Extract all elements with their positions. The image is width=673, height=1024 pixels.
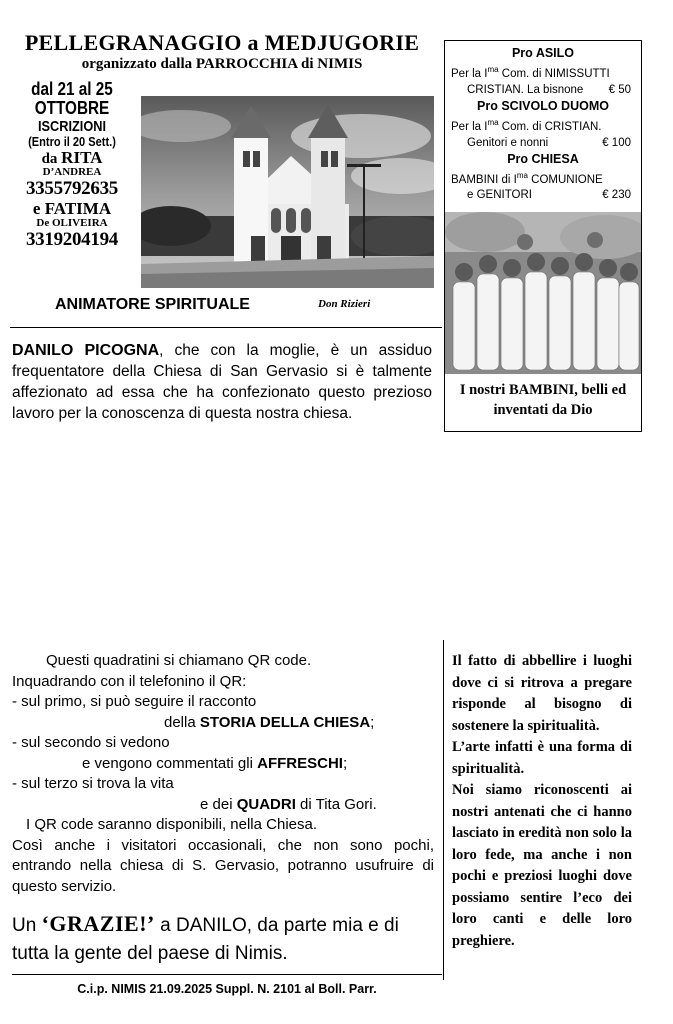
contact1-surname: D’ANDREA (42, 166, 102, 179)
donation-chiesa-line1: BAMBINI di $I^{ma}$ COMUNIONE (451, 170, 603, 186)
contact1-phone: 3355792635 (25, 178, 118, 200)
qr-line: - sul secondo si vedono (12, 734, 170, 751)
reflection-paragraph: Il fatto di abbellire i luoghi dove ci si ritrova a pregare risponde al bisogno di sostenere la spiritualità. (452, 653, 632, 734)
donation-chiesa-line2: e GENITORI € 230 (467, 189, 631, 202)
church-photo (141, 96, 434, 288)
trip-info (10, 80, 134, 251)
donation-scivolo-title: Pro SCIVOLO DUOMO (477, 98, 609, 113)
divider (10, 327, 442, 328)
reflection-text (452, 651, 632, 952)
qr-code-text (12, 651, 434, 897)
danilo-paragraph: DANILO PICOGNA, che con la moglie, è un assiduo frequentatore della Chiesa di San Gervasio si è talmente affezionato ad essa che ha confezionato questo prezioso lavoro per la conoscenza di questa nostra chiesa. (12, 342, 432, 422)
qr-line: della STORIA DELLA CHIESA; (164, 713, 375, 731)
children-caption: I nostri BAMBINI, belli ed inventati da Dio (459, 382, 627, 418)
trip-dates: dal 21 al 25 (31, 79, 113, 99)
column-divider (443, 640, 444, 980)
registration-deadline: (Entro il 20 Sett.) (28, 134, 116, 150)
qr-line: - sul terzo si trova la vita (12, 775, 174, 792)
donation-scivolo-line1: Per la $I^{ma}$ Com. di CRISTIAN. (451, 117, 602, 133)
reflection-paragraph: L’arte infatti è una forma di spiritualità. (452, 739, 632, 777)
registration-label: ISCRIZIONI (37, 117, 106, 135)
qr-line: e vengono commentati gli AFFRESCHI; (82, 754, 348, 772)
contact1-name: da RITA (41, 148, 103, 168)
qr-line: I QR code saranno disponibili, nella Chiesa. (26, 816, 317, 833)
thanks-message: Un ‘GRAZIE!’ a DANILO, da parte mia e di tutta la gente del paese di Nimis. (12, 911, 399, 964)
footer: C.i.p. NIMIS 21.09.2025 Suppl. N. 2101 al Boll. Parr. (77, 982, 377, 996)
donation-chiesa-title: Pro CHIESA (507, 151, 579, 166)
qr-line: - sul primo, si può seguire il racconto (12, 693, 257, 710)
animator-name: Don Rizieri (318, 298, 371, 310)
page-title: PELLEGRANAGGIO a MEDJUGORIE (24, 30, 420, 55)
animator-label: ANIMATORE SPIRITUALE (55, 296, 250, 313)
donation-asilo-line1: Per la $I^{ma}$ Com. di NIMISSUTTI (451, 65, 610, 80)
donation-asilo-line2: CRISTIAN. La bisnone € 50 (467, 83, 631, 96)
contact2-phone: 3319204194 (25, 229, 118, 251)
donation-asilo-title: Pro ASILO (511, 46, 575, 60)
qr-line: Inquadrando con il telefonino il QR: (12, 672, 247, 690)
reflection-paragraph: Noi siamo riconoscenti ai nostri antenati che ci hanno lasciato in eredità non solo la loro fede, ma anche i non pochi e preziosi luoghi dove possiamo sentire l’eco dei loro canti e delle loro preghiere. (452, 782, 632, 949)
donation-scivolo-line2: Genitori e nonni € 100 (467, 136, 631, 149)
qr-paragraph: Così anche i visitatori occasionali, che non sono pochi, entrando nella chiesa di S. Gervasio, potranno usufruire di questo servizio. (12, 836, 434, 895)
trip-month: OTTOBRE (34, 98, 110, 119)
page-subtitle: organizzato dalla PARROCCHIA di NIMIS (81, 56, 363, 72)
danilo-name: DANILO PICOGNA (12, 342, 160, 359)
contact2-name: e FATIMA (32, 198, 112, 218)
footer-divider (12, 974, 442, 975)
qr-line: Questi quadratini si chiamano QR code. (46, 652, 312, 669)
qr-line: e dei QUADRI di Tita Gori. (200, 795, 377, 813)
contact2-surname: De OLIVEIRA (36, 217, 108, 230)
children-photo (445, 212, 641, 374)
